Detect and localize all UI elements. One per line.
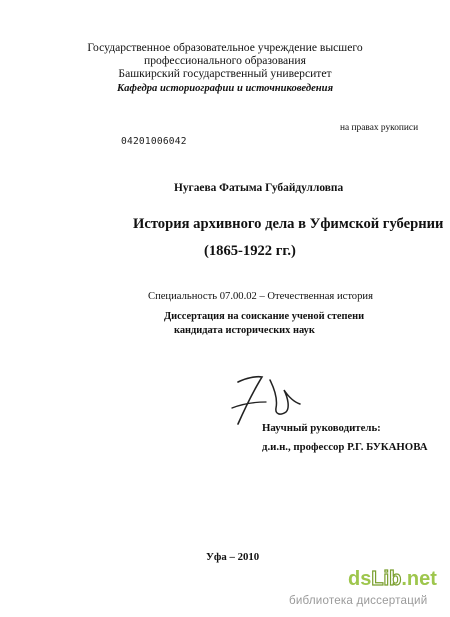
institution-line-2: профессионального образования: [144, 54, 306, 67]
logo-part-lib: Lib: [371, 568, 402, 590]
city-year: Уфа – 2010: [206, 551, 260, 563]
dissertation-degree-line-1: Диссертация на соискание ученой степени: [164, 311, 365, 322]
dissertation-title-line-2: (1865-1922 гг.): [204, 243, 296, 259]
dissertation-title-line-1: История архивного дела в Уфимской губернии: [133, 216, 444, 232]
specialty: Специальность 07.00.02 – Отечественная история: [148, 291, 373, 302]
logo-part-net: .net: [401, 568, 437, 590]
dslib-subtitle: библиотека диссертаций: [289, 594, 428, 607]
logo-part-ds: ds: [348, 568, 372, 590]
supervisor-label: Научный руководитель:: [262, 422, 381, 434]
institution-line-1: Государственное образовательное учреждение высшего: [87, 41, 363, 54]
supervisor-name: д.и.н., профессор Р.Г. БУКАНОВА: [262, 441, 428, 453]
author-name: Нугаева Фатыма Губайдулловпа: [174, 182, 344, 194]
dissertation-degree-line-2: кандидата исторических наук: [174, 325, 315, 336]
rights-note: на правах рукописи: [340, 123, 419, 133]
university-name: Башкирский государственный университет: [118, 67, 332, 80]
department-name: Кафедра историографии и источниковедения: [116, 83, 334, 94]
dslib-logo: [348, 568, 437, 591]
registration-number: 04201006042: [121, 136, 187, 147]
